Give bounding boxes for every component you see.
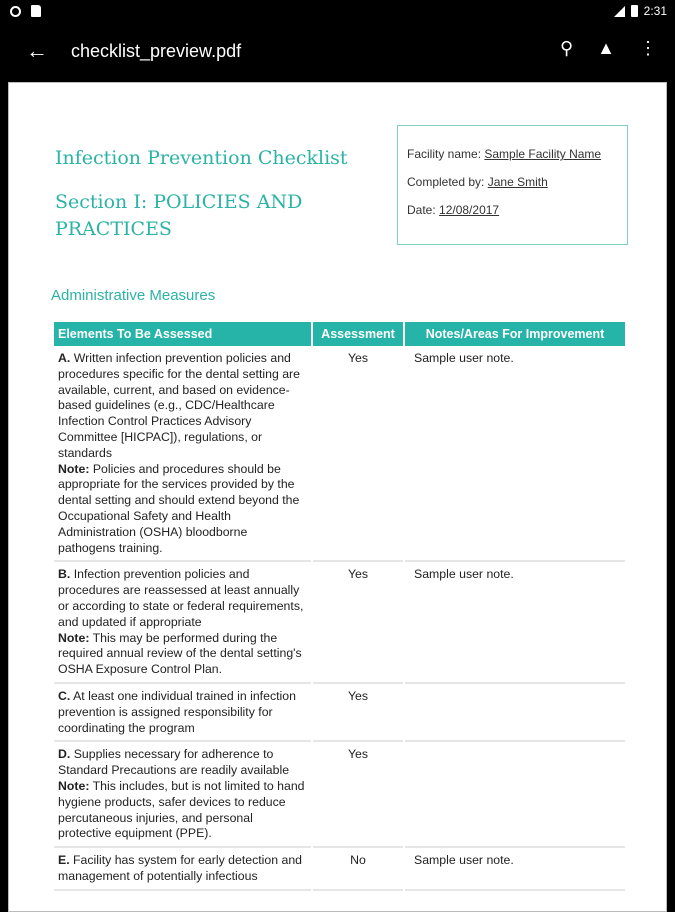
completed-label: Completed by: — [407, 175, 485, 189]
checklist-table — [52, 322, 627, 891]
assessment-cell: No — [313, 848, 403, 891]
section-title: Section I: POLICIES AND PRACTICES — [55, 191, 303, 240]
element-cell — [54, 742, 311, 848]
notes-cell — [405, 684, 625, 742]
assessment-cell: Yes — [313, 346, 403, 562]
status-bar — [0, 0, 675, 24]
pdf-page — [8, 82, 667, 912]
assessment-cell: Yes — [313, 562, 403, 684]
note-text: Policies and procedures should be appropriate for the services provided by the dental setting and should extend beyond the Occupational Safety and Health Administration (OSHA) bloodborne pathogens training. — [58, 461, 300, 555]
signal-icon — [614, 6, 625, 17]
battery-icon — [631, 5, 638, 17]
table-row — [54, 848, 625, 891]
element-letter: C. — [58, 688, 71, 703]
subsection-title: Administrative Measures — [51, 287, 216, 304]
notes-cell: Sample user note. — [405, 562, 625, 684]
element-text: Supplies necessary for adherence to Standard Precautions are readily available — [58, 747, 290, 778]
element-letter: E. — [58, 853, 70, 868]
element-letter: B. — [58, 567, 71, 582]
clock: 2:31 — [643, 4, 667, 18]
back-arrow-icon[interactable]: ← — [26, 38, 48, 63]
note-label: Note: — [58, 630, 90, 645]
table-row — [54, 742, 625, 848]
notification-icon — [10, 6, 21, 17]
column-header: Assessment — [313, 322, 403, 346]
note-label: Note: — [58, 778, 90, 793]
drive-icon[interactable]: ▲ — [597, 38, 615, 58]
column-header: Notes/Areas For Improvement — [405, 322, 625, 346]
element-cell — [54, 562, 311, 684]
notes-cell: Sample user note. — [405, 848, 625, 891]
more-options-icon[interactable]: ⋮ — [639, 38, 657, 58]
facility-label: Facility name: — [407, 147, 482, 161]
column-header: Elements To Be Assessed — [54, 322, 311, 346]
element-text: Written infection prevention policies and procedures specific for the dental setting are available, current, and based on evidence-based guidelines (e.g., CDC/Healthcare Infection Control Practices Advisory Committee [HICPAC]), regulations, or standards — [58, 351, 300, 460]
note-text: This may be performed during the required annual review of the dental setting's OSHA Exposure Control Plan. — [58, 630, 302, 677]
document-title: checklist_preview.pdf — [71, 41, 242, 61]
element-letter: A. — [58, 351, 71, 365]
assessment-cell: Yes — [313, 742, 403, 848]
table-row — [54, 684, 625, 742]
element-cell — [54, 346, 311, 562]
notes-cell — [405, 742, 625, 848]
app-toolbar — [0, 24, 675, 80]
notes-cell: Sample user note. — [405, 346, 625, 562]
table-row — [54, 346, 625, 562]
facility-value: Sample Facility Name — [484, 147, 602, 161]
element-cell — [54, 848, 311, 891]
assessment-cell: Yes — [313, 684, 403, 742]
search-icon[interactable]: ⚲ — [559, 38, 574, 58]
element-text: At least one individual trained in infection prevention is assigned responsibility for coordinating the program — [58, 688, 296, 735]
element-text: Infection prevention policies and procedures are reassessed at least annually or according to state or federal requirements, and updated if appropriate — [58, 567, 304, 629]
date-value: 12/08/2017 — [439, 203, 500, 217]
element-cell — [54, 684, 311, 742]
date-label: Date: — [407, 203, 436, 217]
element-text: Facility has system for early detection and management of potentially infectious — [58, 853, 303, 883]
facility-info-box — [397, 125, 628, 245]
sd-card-icon — [31, 5, 41, 17]
note-label: Note: — [58, 461, 90, 476]
completed-value: Jane Smith — [487, 175, 548, 189]
checklist-title: Infection Prevention Checklist — [55, 147, 348, 169]
element-letter: D. — [58, 747, 71, 762]
table-row — [54, 562, 625, 684]
note-text: This includes, but is not limited to hand hygiene products, safer devices to reduce percutaneous injuries, and personal protective equipment (PPE). — [58, 778, 305, 841]
